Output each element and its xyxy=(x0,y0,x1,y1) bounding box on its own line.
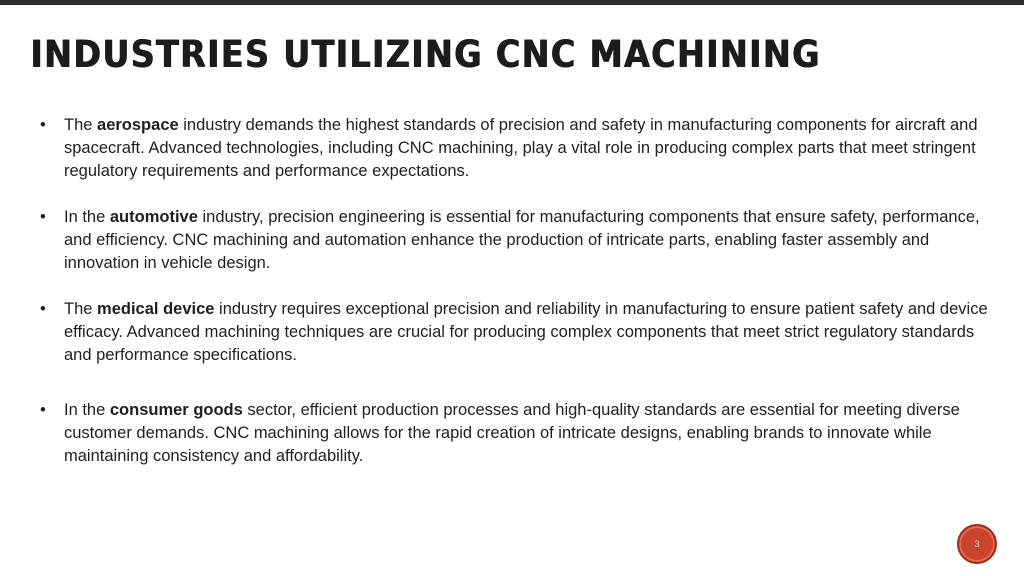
bullet-marker: • xyxy=(40,116,46,134)
bullet-prefix: In the xyxy=(64,401,110,419)
bullet-list xyxy=(40,114,1000,468)
bullet-keyword: consumer goods xyxy=(109,401,243,419)
slide-title: INDUSTRIES UTILIZING CNC MACHINING xyxy=(30,33,821,76)
bullet-text: sector, efficient production processes and high-quality standards are essential for meeting diverse customer demands. CNC machining allows for the rapid creation of intricate designs, enabling brands to innovate while maintaining consistency and affordability. xyxy=(64,401,960,465)
bullet-keyword: automotive xyxy=(109,208,198,226)
bullet-text: industry requires exceptional precision and reliability in manufacturing to ensure patient safety and device efficacy. Advanced machining techniques are crucial for producing complex components that meet strict regulatory standards and performance specifications. xyxy=(64,300,988,364)
bullet-prefix: In the xyxy=(64,208,110,226)
bullet-keyword: medical device xyxy=(97,300,215,318)
bullet-marker: • xyxy=(40,401,46,419)
bullet-consumer-goods xyxy=(40,399,1000,468)
bullet-prefix: The xyxy=(64,300,98,318)
bullet-automotive xyxy=(40,206,1000,275)
bullet-text: industry demands the highest standards of precision and safety in manufacturing components for aircraft and spacecraft. Advanced technologies, including CNC machining, play a vital role in producing complex parts that meet stringent regulatory requirements and performance expectations. xyxy=(64,116,978,180)
bullet-aerospace xyxy=(40,114,1000,183)
top-rule xyxy=(0,0,1024,5)
page-number: 3 xyxy=(974,539,980,549)
bullet-medical-device xyxy=(40,298,1000,367)
bullet-marker: • xyxy=(40,208,46,226)
page-number-badge xyxy=(957,524,997,564)
bullet-keyword: aerospace xyxy=(97,116,179,134)
bullet-marker: • xyxy=(40,300,46,318)
bullet-prefix: The xyxy=(64,116,98,134)
bullet-text: industry, precision engineering is essential for manufacturing components that ensure safety, performance, and efficiency. CNC machining and automation enhance the production of intricate parts, enabling faster assembly and innovation in vehicle design. xyxy=(64,208,980,272)
